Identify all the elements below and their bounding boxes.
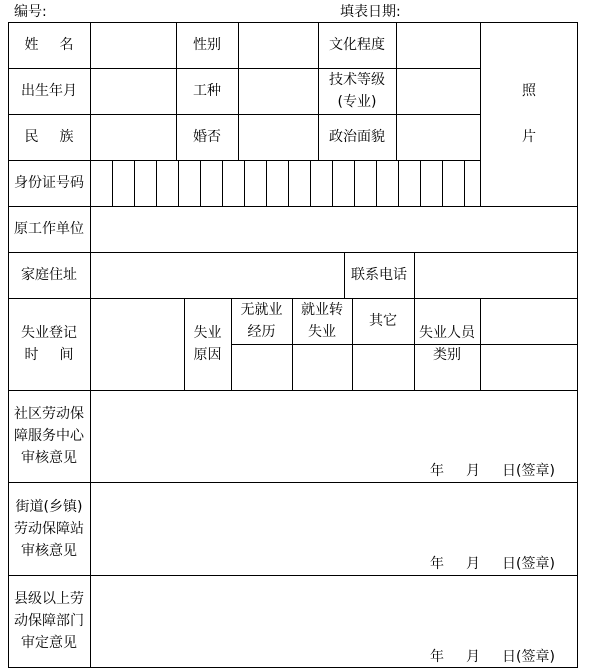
job-type-label: 工种 (193, 83, 221, 99)
political-status-label: 政治面貌 (329, 129, 385, 145)
county-review-signature: 年 月 日(签章) (430, 649, 555, 665)
county-review-label: 县级以上劳 动保障部门 审定意见 (14, 591, 84, 651)
unemployment-registration-time-label: 失业登记 时间 (21, 325, 95, 363)
education-label: 文化程度 (329, 37, 385, 53)
former-employer-label: 原工作单位 (14, 221, 84, 237)
no-employment-history-label: 无就业 经历 (240, 302, 283, 340)
name-label: 姓名 (24, 37, 95, 53)
home-address-label: 家庭住址 (21, 267, 77, 283)
marital-status-label: 婚否 (193, 129, 221, 145)
community-review-signature: 年 月 日(签章) (430, 463, 555, 479)
phone-label: 联系电话 (351, 267, 407, 283)
fill-date-label: 填表日期: (340, 4, 401, 20)
skill-level-label: 技术等级 (专业) (329, 72, 385, 110)
registration-form-table (8, 22, 578, 668)
street-review-signature: 年 月 日(签章) (430, 556, 555, 572)
photo-area: 照 片 (522, 83, 536, 145)
ethnicity-label: 民族 (24, 129, 95, 145)
community-review-label: 社区劳动保 障服务中心 审核意见 (14, 406, 84, 466)
unemployed-category-label: 失业人员 类别 (419, 325, 475, 363)
street-review-label: 街道(乡镇) 劳动保障站 审核意见 (14, 498, 84, 559)
other-cause-label: 其它 (369, 313, 397, 329)
serial-number-label: 编号: (14, 4, 47, 20)
birth-date-label: 出生年月 (21, 83, 77, 99)
employment-to-unemployment-label: 就业转 失业 (301, 302, 343, 340)
gender-label: 性别 (193, 37, 221, 53)
unemployment-cause-label: 失业 原因 (193, 325, 222, 363)
id-number-label: 身份证号码 (14, 175, 84, 191)
